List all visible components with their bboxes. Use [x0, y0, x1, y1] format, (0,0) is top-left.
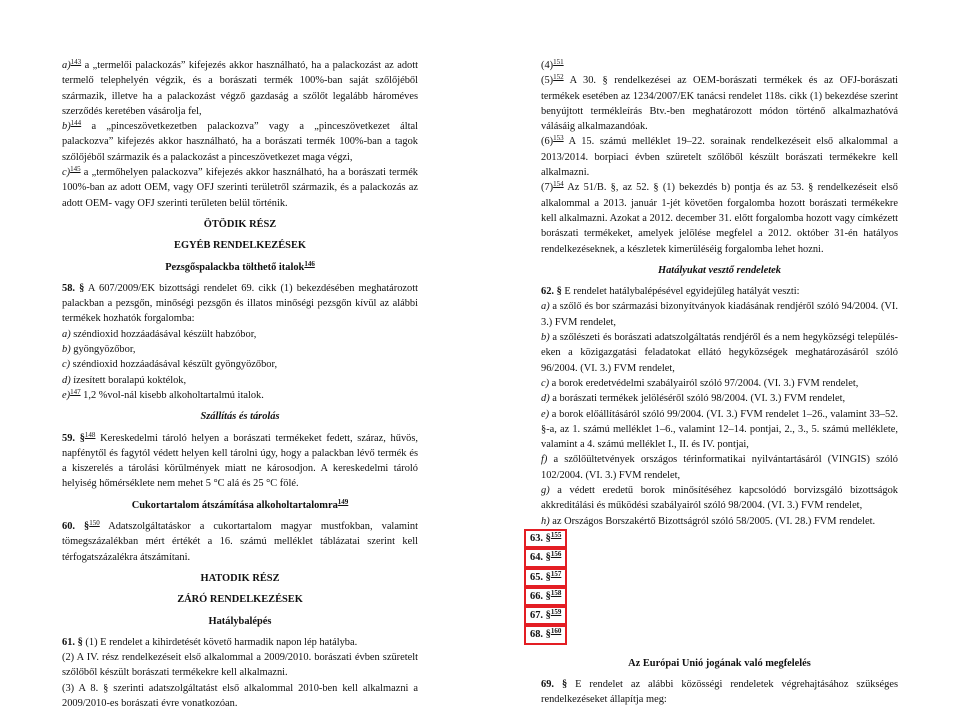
- list-item: e)$^{147}$ 1,2 %vol-nál kisebb alkoholtartalmú italok.: [62, 387, 264, 401]
- section-58: 58. § A 607/2009/EK bizottsági rendelet 69. cikk (1) bekezdésében meghatározott palackban a pezsgőn, minőségi pezsgőn és illatos minőségi pezsgőn kívül az alábbi termékek hozhatók forgalomba:: [62, 282, 418, 325]
- footnote-link[interactable]: 158: [550, 588, 562, 597]
- paragraph-b: b)$^{144}$ a „pinceszövetkezetben palackozva” vagy a „pinceszövetkezet által palackozva” kifejezés akkor használható, ha a borászati termék 100%-ban a tagok szőlőjéből származik és a palackozást a pinceszövetkezet maga végzi,: [62, 119, 418, 163]
- repealed-section: 67. §$^{159}$: [524, 606, 567, 625]
- footnote-link[interactable]: 148: [84, 430, 96, 439]
- repealed-section: 66. §$^{158}$: [524, 587, 567, 606]
- list-item: b) a szőlészeti és borászati adatszolgáltatás rendjéről és a nem hegyközségi településeken a közigazgatási feladatokat ellátó hegyközségek meghatározásáról szóló 96/2004. (VI. 3.) FVM rendelet,: [541, 332, 898, 374]
- section-60: 60. §$^{150}$ Adatszolgáltatáskor a cukortartalom magyar mustfokban, valamint tömegszázalékban mért értékét a 16. számú melléklet táblázatai szerint kell térfogatszázalékra átszámítani.: [62, 519, 418, 563]
- section-heading: Pezsgőspalackba tölthető italok$^{146}$: [165, 259, 315, 273]
- section-59: 59. §$^{148}$ Kereskedelmi tároló helyen a borászati termékeket fedett, száraz, hűvös, napfénytől és fagytól védett helyen kell tárolni úgy, hogy a palackban lévő termék és a kiszerelés a tárolási körülmények miatt ne károsodjon. A kereskedelmi tároló helyiség hőmérséklete nem mehet 5 °C alá és 25 °C fölé.: [62, 430, 418, 490]
- footnote-link[interactable]: 155: [550, 530, 562, 539]
- list-item: c) széndioxid hozzáadásával készült gyöngyözőbor,: [62, 359, 278, 371]
- repealed-sections: [524, 529, 898, 645]
- footnote-link[interactable]: 144: [70, 119, 82, 128]
- repealed-section: 64. §$^{156}$: [524, 548, 567, 567]
- list-item: g) a védett eredetű borok minősítéséhez kapcsolódó borvizsgáló bizottságok akkreditálási és működési szabályairól szóló 98/2004. (VI. 3.) FVM rendelet,: [541, 485, 898, 512]
- section-62: 62. § E rendelet hatálybalépésével egyidejűleg hatályát veszti:: [541, 286, 800, 298]
- footnote-link[interactable]: 160: [550, 627, 562, 636]
- section-heading: Hatálybalépés: [208, 615, 272, 627]
- paragraph-c: c)$^{145}$ a „termőhelyen palackozva” kifejezés akkor használható, ha a borászati termék 100%-ban az adott OEM, vagy OFJ szerinti területről származik, és a palackozás az adott OEM- vagy OFJ szerinti területen belül történik.: [62, 165, 418, 209]
- footnote-link[interactable]: 145: [70, 165, 81, 174]
- list-item: e) a borok előállításáról szóló 99/2004. (VI. 3.) FVM rendelet 1–26., valamint 33–52. §-a, az 1. számú melléklet 1–6., valamint 12–14. pontjai, 2., 3., 5. számú melléklete, valamint a 4. számú melléklet I., II. és IV. pontjai,: [541, 408, 898, 451]
- footnote-link[interactable]: 152: [553, 73, 564, 82]
- paragraph-7: $(7)^{154}$ Az 51/B. §, az 52. § (1) bekezdés b) pontja és az 53. § rendelkezéseit első alkalommal a 2013. január 1-jét követően forgalomba hozott borászati termékekre kell alkalmazni. Azokat a 2012. december 31. előtt forgalomba hozott vagy címkézett borászati termékeket, amelyek jelölése megfelel a 2012. október 31-én hatályos rendelkezéseknek, a készletek kimerüléséig forgalomba lehet hozni.: [541, 180, 898, 255]
- paragraph-a: a)$^{143}$ a „termelői palackozás” kifejezés akkor használható, ha a palackozást az adott termelő telephelyén végzik, és a borászati termék 100%-ban saját szőlőjéből származik, illetve ha a palackozást végző gazdaság a szőlőt legalább hároméves szerződés keretében vásárolja fel,: [62, 58, 418, 117]
- section-heading: Az Európai Unió jogának való megfelelés: [628, 657, 811, 669]
- paragraph-4: $(4)^{151}$: [541, 58, 564, 71]
- section-heading: Szállítás és tárolás: [200, 411, 280, 423]
- footnote-link[interactable]: 150: [89, 519, 100, 528]
- list-item: a) széndioxid hozzáadásával készült habzóbor,: [62, 328, 257, 340]
- part-heading: ÖTÖDIK RÉSZ: [203, 218, 277, 230]
- footnote-link[interactable]: 154: [553, 180, 564, 189]
- repealed-section: 65. §$^{157}$: [524, 568, 567, 587]
- footnote-link[interactable]: 153: [553, 134, 564, 143]
- footnote-link[interactable]: 159: [550, 608, 562, 617]
- list-item: a) a szőlő és bor származási bizonyítványok kiadásának rendjéről szóló 94/2004. (VI. 3.) FVM rendelet,: [541, 301, 898, 328]
- footnote-link[interactable]: 151: [553, 58, 564, 66]
- part-title: ZÁRÓ RENDELKEZÉSEK: [177, 594, 303, 606]
- paragraph-5: $(5)^{152}$ A 30. § rendelkezései az OEM-borászati termékek és az OFJ-borászati termékek esetében az 1234/2007/EK tanácsi rendelet 118s. cikk (1) bekezdése szerint benyújtott termékleírás Btv.-ben meghatározott módon történő alkalmazhatóvá válásáig alkalmazandóak.: [541, 73, 898, 133]
- part-heading: HATODIK RÉSZ: [200, 572, 280, 584]
- list-item: c) a borok eredetvédelmi szabályairól szóló 97/2004. (VI. 3.) FVM rendelet,: [541, 377, 859, 389]
- section-61-3: (3) A 8. § szerinti adatszolgáltatást első alkalommal 2010-ben kell alkalmazni a 2009/2010-es borászati évre vonatkozóan.: [62, 682, 418, 709]
- paragraph-6: $(6)^{153}$ A 15. számú melléklet 19–22. sorainak rendelkezéseit első alkalommal a 2013/2014. borpiaci évben szüretelt szőlőből készült borászati termékekre kell alkalmazni.: [541, 134, 898, 179]
- section-heading: Cukortartalom átszámítása alkoholtartalomra$^{149}$: [131, 497, 349, 511]
- list-item: d) a borászati termékek jelöléséről szóló 98/2004. (VI. 3.) FVM rendelet,: [541, 393, 846, 405]
- repealed-section: 68. §$^{160}$: [524, 625, 567, 644]
- list-item: h) az Országos Borszakértő Bizottságról szóló 58/2005. (VI. 28.) FVM rendelet.: [541, 515, 876, 527]
- footnote-link[interactable]: 147: [70, 387, 81, 396]
- footnote-link[interactable]: 146: [304, 259, 315, 268]
- list-item: b) gyöngyözőbor,: [62, 344, 136, 356]
- list-item: d) ízesített boralapú koktélok,: [62, 374, 187, 386]
- part-title: EGYÉB RENDELKEZÉSEK: [174, 240, 306, 252]
- section-69: 69. § E rendelet az alábbi közösségi rendeletek végrehajtásához szükséges rendelkezéseket állapítja meg:: [541, 678, 898, 706]
- repealed-section: 63. §$^{155}$: [524, 529, 567, 548]
- section-61: 61. § (1) E rendelet a kihirdetését követő harmadik napon lép hatályba.: [62, 636, 358, 648]
- footnote-link[interactable]: 149: [337, 497, 349, 506]
- section-heading: Hatályukat vesztő rendeletek: [658, 264, 781, 276]
- left-column: [62, 58, 418, 711]
- footnote-link[interactable]: 143: [70, 58, 82, 66]
- footnote-link[interactable]: 157: [550, 569, 562, 578]
- right-column: [530, 58, 898, 708]
- list-item: f) a szőlőültetvények országos térinformatikai nyilvántartásáról (VINGIS) szóló 102/2004. (VI. 3.) FVM rendelet,: [541, 454, 898, 481]
- section-61-2: (2) A IV. rész rendelkezéseit első alkalommal a 2009/2010. borászati évben szüretelt szőlőből készült borászati termékekre kell alkalmazni.: [62, 652, 418, 679]
- footnote-link[interactable]: 156: [550, 550, 562, 559]
